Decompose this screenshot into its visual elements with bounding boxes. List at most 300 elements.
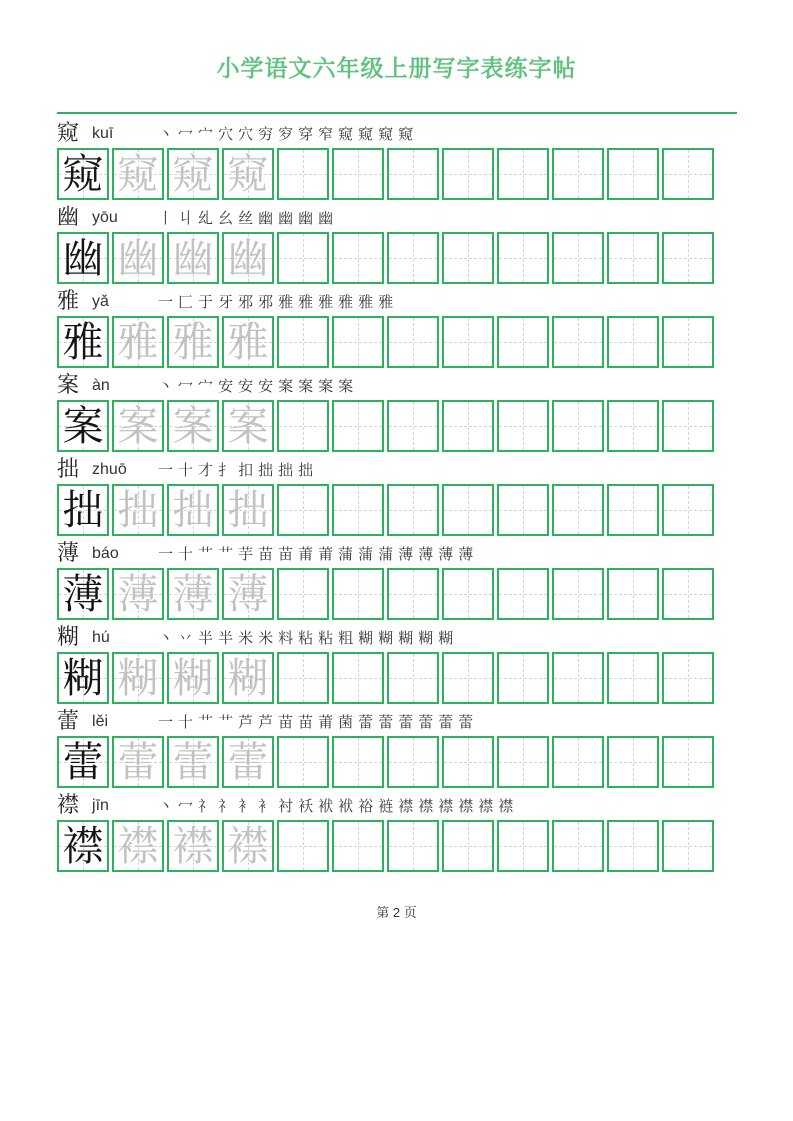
stroke-step: 芦	[238, 712, 254, 731]
row-character: 糊	[57, 625, 80, 650]
trace-cell	[112, 232, 164, 284]
example-character: 糊	[62, 654, 104, 702]
empty-practice-cell	[332, 148, 384, 200]
trace-cell	[222, 652, 274, 704]
row-header	[57, 792, 737, 819]
trace-cell	[167, 820, 219, 872]
empty-practice-cell	[662, 484, 714, 536]
empty-practice-cell	[607, 148, 659, 200]
stroke-step: 案	[318, 376, 334, 395]
stroke-step: 冖	[178, 796, 194, 815]
stroke-step: 粗	[338, 628, 354, 647]
stroke-step: 扣	[238, 460, 254, 479]
example-character: 雅	[62, 318, 104, 366]
row-header	[57, 708, 737, 735]
trace-character: 襟	[227, 822, 269, 870]
stroke-step: 袱	[318, 796, 334, 815]
stroke-step: 穴	[218, 124, 234, 143]
trace-cell	[112, 400, 164, 452]
practice-grid	[57, 148, 737, 200]
empty-practice-cell	[277, 232, 329, 284]
row-pinyin: yōu	[92, 208, 118, 226]
stroke-step: 十	[178, 544, 194, 563]
stroke-step: 薄	[398, 544, 414, 563]
empty-practice-cell	[662, 148, 714, 200]
stroke-step: 案	[338, 376, 354, 395]
stroke-step: 菌	[338, 712, 354, 731]
empty-practice-cell	[662, 400, 714, 452]
example-character: 襟	[62, 822, 104, 870]
stroke-step: 丶	[158, 124, 174, 143]
practice-row	[57, 372, 737, 452]
page-title: 小学语文六年级上册写字表练字帖	[216, 55, 577, 81]
example-cell	[57, 736, 109, 788]
stroke-step: 礻	[198, 796, 214, 815]
empty-practice-cell	[662, 232, 714, 284]
empty-practice-cell	[442, 568, 494, 620]
trace-cell	[222, 316, 274, 368]
empty-practice-cell	[552, 148, 604, 200]
stroke-step: 窥	[398, 124, 414, 143]
empty-practice-cell	[277, 484, 329, 536]
trace-character: 糊	[172, 654, 214, 702]
stroke-step: 莆	[298, 544, 314, 563]
stroke-step: 安	[238, 376, 254, 395]
stroke-step: 蕾	[378, 712, 394, 731]
stroke-step: 一	[158, 460, 174, 479]
empty-practice-cell	[497, 484, 549, 536]
trace-character: 拙	[117, 486, 159, 534]
stroke-step: 邪	[258, 292, 274, 311]
stroke-step: 丩	[178, 208, 194, 227]
stroke-step: 一	[158, 544, 174, 563]
stroke-step: 粘	[298, 628, 314, 647]
stroke-order-sequence	[158, 123, 413, 145]
row-pinyin: yǎ	[92, 292, 109, 310]
stroke-step: 丶	[158, 376, 174, 395]
stroke-step: 穴	[238, 124, 254, 143]
stroke-step: 礻	[218, 796, 234, 815]
empty-practice-cell	[387, 568, 439, 620]
trace-character: 幽	[117, 234, 159, 282]
stroke-step: 拙	[258, 460, 274, 479]
empty-practice-cell	[387, 652, 439, 704]
empty-practice-cell	[607, 232, 659, 284]
trace-cell	[167, 484, 219, 536]
empty-practice-cell	[277, 568, 329, 620]
stroke-step: 雅	[278, 292, 294, 311]
stroke-step: 拙	[298, 460, 314, 479]
row-header	[57, 120, 737, 147]
trace-cell	[112, 820, 164, 872]
stroke-step: 袱	[338, 796, 354, 815]
empty-practice-cell	[607, 736, 659, 788]
empty-practice-cell	[552, 652, 604, 704]
stroke-step: 窥	[358, 124, 374, 143]
stroke-step: 牙	[218, 292, 234, 311]
empty-practice-cell	[607, 400, 659, 452]
empty-practice-cell	[442, 484, 494, 536]
trace-character: 拙	[172, 486, 214, 534]
stroke-step: 半	[218, 628, 234, 647]
stroke-step: 粘	[318, 628, 334, 647]
empty-practice-cell	[277, 316, 329, 368]
trace-cell	[167, 568, 219, 620]
example-cell	[57, 316, 109, 368]
stroke-step: 幽	[298, 208, 314, 227]
stroke-step: 雅	[298, 292, 314, 311]
stroke-step: 丝	[238, 208, 254, 227]
trace-cell	[222, 568, 274, 620]
stroke-step: 丶	[158, 796, 174, 815]
example-character: 蕾	[62, 738, 104, 786]
row-pinyin: hú	[92, 628, 110, 646]
empty-practice-cell	[552, 736, 604, 788]
trace-cell	[222, 148, 274, 200]
row-header	[57, 288, 737, 315]
stroke-step: 糊	[418, 628, 434, 647]
stroke-step: 料	[278, 628, 294, 647]
stroke-order-sequence	[158, 291, 393, 313]
trace-cell	[167, 148, 219, 200]
stroke-step: 丶	[158, 628, 174, 647]
empty-practice-cell	[387, 484, 439, 536]
stroke-step: 蒲	[338, 544, 354, 563]
stroke-step: 十	[178, 460, 194, 479]
row-character: 雅	[57, 289, 80, 314]
stroke-step: 袄	[298, 796, 314, 815]
empty-practice-cell	[387, 232, 439, 284]
practice-row	[57, 204, 737, 284]
empty-practice-cell	[552, 232, 604, 284]
trace-character: 薄	[172, 570, 214, 618]
stroke-step: 雅	[358, 292, 374, 311]
trace-character: 幽	[172, 234, 214, 282]
stroke-step: 襟	[438, 796, 454, 815]
example-character: 拙	[62, 486, 104, 534]
stroke-order-sequence	[158, 627, 453, 649]
empty-practice-cell	[332, 652, 384, 704]
stroke-step: 糊	[398, 628, 414, 647]
page-number: 第 2 页	[376, 905, 417, 920]
empty-practice-cell	[277, 652, 329, 704]
stroke-step: 襟	[458, 796, 474, 815]
row-pinyin: jīn	[92, 796, 109, 814]
empty-practice-cell	[387, 820, 439, 872]
trace-character: 案	[227, 402, 269, 450]
stroke-step: 苗	[258, 544, 274, 563]
stroke-step: 雅	[318, 292, 334, 311]
empty-practice-cell	[497, 400, 549, 452]
stroke-step: 雅	[378, 292, 394, 311]
practice-grid	[57, 568, 737, 620]
row-header	[57, 204, 737, 231]
stroke-step: 襟	[498, 796, 514, 815]
empty-practice-cell	[442, 736, 494, 788]
trace-character: 糊	[117, 654, 159, 702]
example-cell	[57, 148, 109, 200]
example-cell	[57, 484, 109, 536]
stroke-step: 半	[198, 628, 214, 647]
empty-practice-cell	[662, 568, 714, 620]
stroke-step: 米	[258, 628, 274, 647]
stroke-step: 薄	[438, 544, 454, 563]
stroke-step: 一	[158, 292, 174, 311]
stroke-step: 幽	[318, 208, 334, 227]
trace-cell	[112, 148, 164, 200]
trace-cell	[167, 652, 219, 704]
row-character: 案	[57, 373, 80, 398]
trace-cell	[222, 484, 274, 536]
stroke-step: 苗	[278, 544, 294, 563]
stroke-step: 糊	[358, 628, 374, 647]
row-pinyin: kuī	[92, 124, 114, 142]
trace-character: 襟	[117, 822, 159, 870]
stroke-step: 案	[278, 376, 294, 395]
trace-character: 蕾	[172, 738, 214, 786]
stroke-step: 穷	[258, 124, 274, 143]
stroke-step: 幺	[218, 208, 234, 227]
trace-character: 幽	[227, 234, 269, 282]
stroke-step: 宀	[198, 376, 214, 395]
practice-rows	[57, 114, 737, 872]
trace-character: 窥	[172, 150, 214, 198]
stroke-step: 安	[218, 376, 234, 395]
stroke-step: 裕	[358, 796, 374, 815]
row-header	[57, 540, 737, 567]
empty-practice-cell	[387, 400, 439, 452]
stroke-order-sequence	[158, 543, 473, 565]
empty-practice-cell	[277, 148, 329, 200]
stroke-step: 苗	[278, 712, 294, 731]
empty-practice-cell	[332, 736, 384, 788]
stroke-step: 苗	[298, 712, 314, 731]
stroke-step: 雅	[338, 292, 354, 311]
trace-cell	[167, 736, 219, 788]
stroke-step: 于	[198, 292, 214, 311]
practice-grid	[57, 232, 737, 284]
stroke-step: 案	[298, 376, 314, 395]
stroke-step: 冖	[178, 124, 194, 143]
row-header	[57, 624, 737, 651]
empty-practice-cell	[497, 568, 549, 620]
empty-practice-cell	[552, 568, 604, 620]
row-pinyin: zhuō	[92, 460, 127, 478]
stroke-step: 邪	[238, 292, 254, 311]
stroke-step: 襟	[418, 796, 434, 815]
stroke-step: 薄	[418, 544, 434, 563]
example-cell	[57, 232, 109, 284]
empty-practice-cell	[442, 316, 494, 368]
example-character: 窥	[62, 150, 104, 198]
stroke-step: 穸	[278, 124, 294, 143]
empty-practice-cell	[442, 232, 494, 284]
empty-practice-cell	[497, 316, 549, 368]
empty-practice-cell	[497, 232, 549, 284]
row-pinyin: àn	[92, 376, 110, 394]
stroke-step: 蒲	[358, 544, 374, 563]
empty-practice-cell	[607, 820, 659, 872]
stroke-step: 襟	[398, 796, 414, 815]
example-character: 案	[62, 402, 104, 450]
practice-row	[57, 288, 737, 368]
stroke-step: 莆	[318, 544, 334, 563]
stroke-step: 蕾	[358, 712, 374, 731]
empty-practice-cell	[552, 400, 604, 452]
trace-cell	[222, 400, 274, 452]
empty-practice-cell	[552, 820, 604, 872]
stroke-step: 幽	[278, 208, 294, 227]
example-cell	[57, 820, 109, 872]
stroke-step: 蕾	[438, 712, 454, 731]
trace-cell	[112, 316, 164, 368]
example-cell	[57, 400, 109, 452]
stroke-step: 艹	[218, 544, 234, 563]
empty-practice-cell	[442, 652, 494, 704]
stroke-step: 扌	[218, 460, 234, 479]
stroke-step: 衤	[238, 796, 254, 815]
stroke-step: 蕾	[458, 712, 474, 731]
stroke-step: 幽	[258, 208, 274, 227]
row-pinyin: lěi	[92, 712, 109, 730]
trace-character: 雅	[172, 318, 214, 366]
empty-practice-cell	[332, 820, 384, 872]
row-character: 蕾	[57, 709, 80, 734]
trace-character: 蕾	[227, 738, 269, 786]
trace-cell	[167, 400, 219, 452]
trace-cell	[112, 568, 164, 620]
empty-practice-cell	[277, 400, 329, 452]
example-character: 幽	[62, 234, 104, 282]
empty-practice-cell	[662, 316, 714, 368]
empty-practice-cell	[552, 484, 604, 536]
trace-character: 雅	[117, 318, 159, 366]
trace-character: 拙	[227, 486, 269, 534]
example-cell	[57, 652, 109, 704]
trace-character: 薄	[117, 570, 159, 618]
stroke-step: 米	[238, 628, 254, 647]
empty-practice-cell	[277, 820, 329, 872]
empty-practice-cell	[607, 652, 659, 704]
stroke-step: 安	[258, 376, 274, 395]
stroke-step: 冖	[178, 376, 194, 395]
empty-practice-cell	[662, 736, 714, 788]
stroke-step: 一	[158, 712, 174, 731]
stroke-order-sequence	[158, 207, 333, 229]
stroke-order-sequence	[158, 459, 313, 481]
stroke-step: 穿	[298, 124, 314, 143]
empty-practice-cell	[662, 652, 714, 704]
row-character: 拙	[57, 457, 80, 482]
trace-cell	[112, 652, 164, 704]
stroke-step: 蕾	[418, 712, 434, 731]
trace-character: 襟	[172, 822, 214, 870]
practice-row	[57, 120, 737, 200]
trace-cell	[112, 736, 164, 788]
trace-cell	[222, 232, 274, 284]
stroke-step: 才	[198, 460, 214, 479]
trace-cell	[167, 232, 219, 284]
empty-practice-cell	[332, 232, 384, 284]
empty-practice-cell	[497, 148, 549, 200]
empty-practice-cell	[607, 484, 659, 536]
practice-row	[57, 624, 737, 704]
stroke-step: 丷	[178, 628, 194, 647]
trace-character: 案	[172, 402, 214, 450]
trace-character: 案	[117, 402, 159, 450]
trace-character: 糊	[227, 654, 269, 702]
stroke-step: 芦	[258, 712, 274, 731]
stroke-step: 匚	[178, 292, 194, 311]
empty-practice-cell	[552, 316, 604, 368]
empty-practice-cell	[387, 148, 439, 200]
trace-character: 窥	[227, 150, 269, 198]
practice-grid	[57, 400, 737, 452]
practice-grid	[57, 736, 737, 788]
stroke-order-sequence	[158, 795, 513, 817]
trace-character: 蕾	[117, 738, 159, 786]
stroke-step: 拙	[278, 460, 294, 479]
stroke-step: 糊	[438, 628, 454, 647]
empty-practice-cell	[497, 820, 549, 872]
trace-cell	[222, 820, 274, 872]
stroke-order-sequence	[158, 375, 353, 397]
stroke-step: 莆	[318, 712, 334, 731]
row-pinyin: báo	[92, 544, 119, 562]
empty-practice-cell	[332, 400, 384, 452]
empty-practice-cell	[332, 568, 384, 620]
empty-practice-cell	[332, 484, 384, 536]
empty-practice-cell	[662, 820, 714, 872]
practice-grid	[57, 316, 737, 368]
stroke-step: 艹	[198, 544, 214, 563]
trace-character: 薄	[227, 570, 269, 618]
stroke-step: 薄	[458, 544, 474, 563]
empty-practice-cell	[387, 316, 439, 368]
stroke-step: 糊	[378, 628, 394, 647]
empty-practice-cell	[497, 736, 549, 788]
practice-grid	[57, 484, 737, 536]
row-header	[57, 456, 737, 483]
empty-practice-cell	[442, 820, 494, 872]
row-character: 幽	[57, 205, 80, 230]
stroke-step: 窄	[318, 124, 334, 143]
row-character: 襟	[57, 793, 80, 818]
empty-practice-cell	[442, 148, 494, 200]
stroke-step: 窥	[378, 124, 394, 143]
stroke-step: 艹	[198, 712, 214, 731]
stroke-step: 艹	[218, 712, 234, 731]
example-cell	[57, 568, 109, 620]
stroke-step: 十	[178, 712, 194, 731]
stroke-step: 衬	[278, 796, 294, 815]
trace-cell	[222, 736, 274, 788]
practice-grid	[57, 820, 737, 872]
empty-practice-cell	[277, 736, 329, 788]
practice-grid	[57, 652, 737, 704]
stroke-step: 蒲	[378, 544, 394, 563]
trace-cell	[167, 316, 219, 368]
practice-row	[57, 540, 737, 620]
stroke-step: 窥	[338, 124, 354, 143]
row-character: 薄	[57, 541, 80, 566]
empty-practice-cell	[607, 316, 659, 368]
practice-row	[57, 708, 737, 788]
trace-cell	[112, 484, 164, 536]
row-header	[57, 372, 737, 399]
stroke-order-sequence	[158, 711, 473, 733]
stroke-step: 襟	[478, 796, 494, 815]
